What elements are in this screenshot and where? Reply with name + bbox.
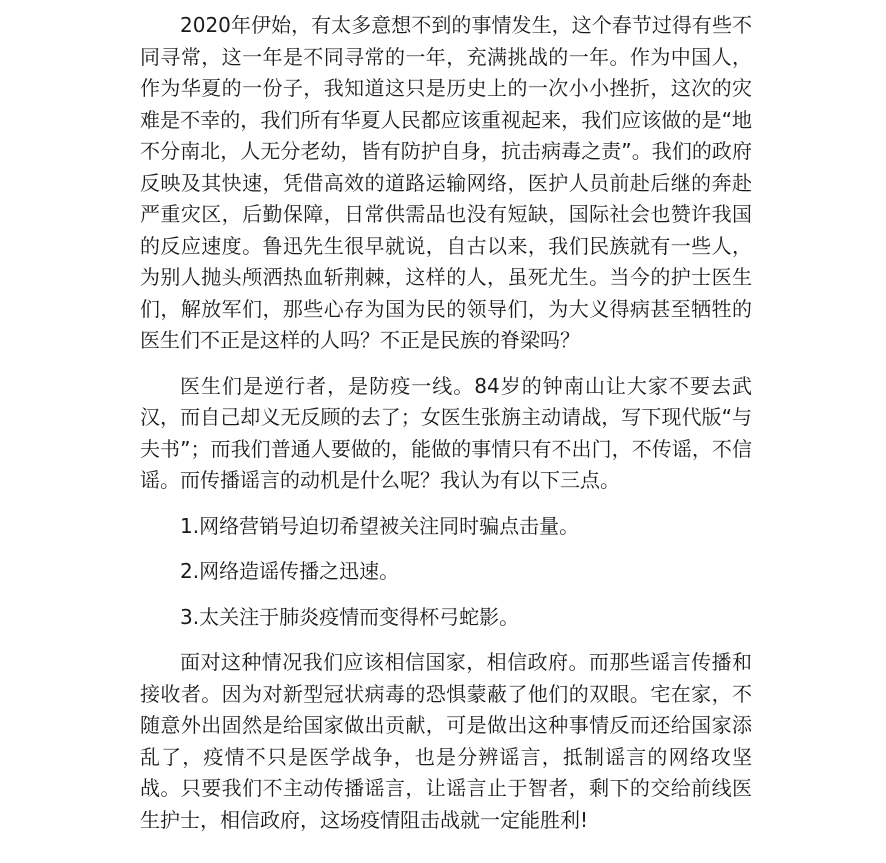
paragraph-closing: 面对这种情况我们应该相信国家，相信政府。而那些谣言传播和接收者。因为对新型冠状病毒的恐惧蒙蔽了他们的双眼。宅在家，不随意外出固然是给国家做出贡献，可是做出这种事情反而还给国家添乱了，疫情不只是医学战争，也是分辨谣言，抵制谣言的网络攻坚战。只要我们不主动传播谣言，让谣言止于智者，剩下的交给前线医生护士，相信政府，这场疫情阻击战就一定能胜利! <box>140 650 752 832</box>
list-item-3: 3.太关注于肺炎疫情而变得杯弓蛇影。 <box>180 604 520 629</box>
list-item-1: 1.网络营销号迫切希望被关注同时骗点击量。 <box>180 513 580 538</box>
article-body <box>140 10 752 836</box>
paragraph-doctors: 医生们是逆行者，是防疫一线。84岁的钟南山让大家不要去武汉，而自己却义无反顾的去了；女医生张旃主动请战，写下现代版“与夫书”；而我们普通人要做的，能做的事情只有不出门，不传谣，不信谣。而传播谣言的动机是什么呢？我认为有以下三点。 <box>140 373 752 492</box>
list-item-2: 2.网络造谣传播之迅速。 <box>180 559 400 583</box>
paragraph-intro: 2020年伊始，有太多意想不到的事情发生，这个春节过得有些不同寻常，这一年是不同寻常的一年，充满挑战的一年。作为中国人，作为华夏的一份子，我知道这只是历史上的一次小小挫折，这次的灾难是不幸的，我们所有华夏人民都应该重视起来，我们应该做的是“地不分南北，人无分老幼，皆有防护自身，抗击病毒之责”。我们的政府反映及其快速，凭借高效的道路运输网络，医护人员前赴后继的奔赴严重灾区，后勤保障，日常供需品也没有短缺，国际社会也赞许我国的反应速度。鲁迅先生很早就说，自古以来，我们民族就有一些人，为别人抛头颅洒热血斩荆棘，这样的人，虽死尤生。当今的护士医生们，解放军们，那些心存为国为民的领导们，为大义得病甚至牺牲的医生们不正是这样的人吗？不正是民族的脊梁吗？ <box>140 13 752 352</box>
